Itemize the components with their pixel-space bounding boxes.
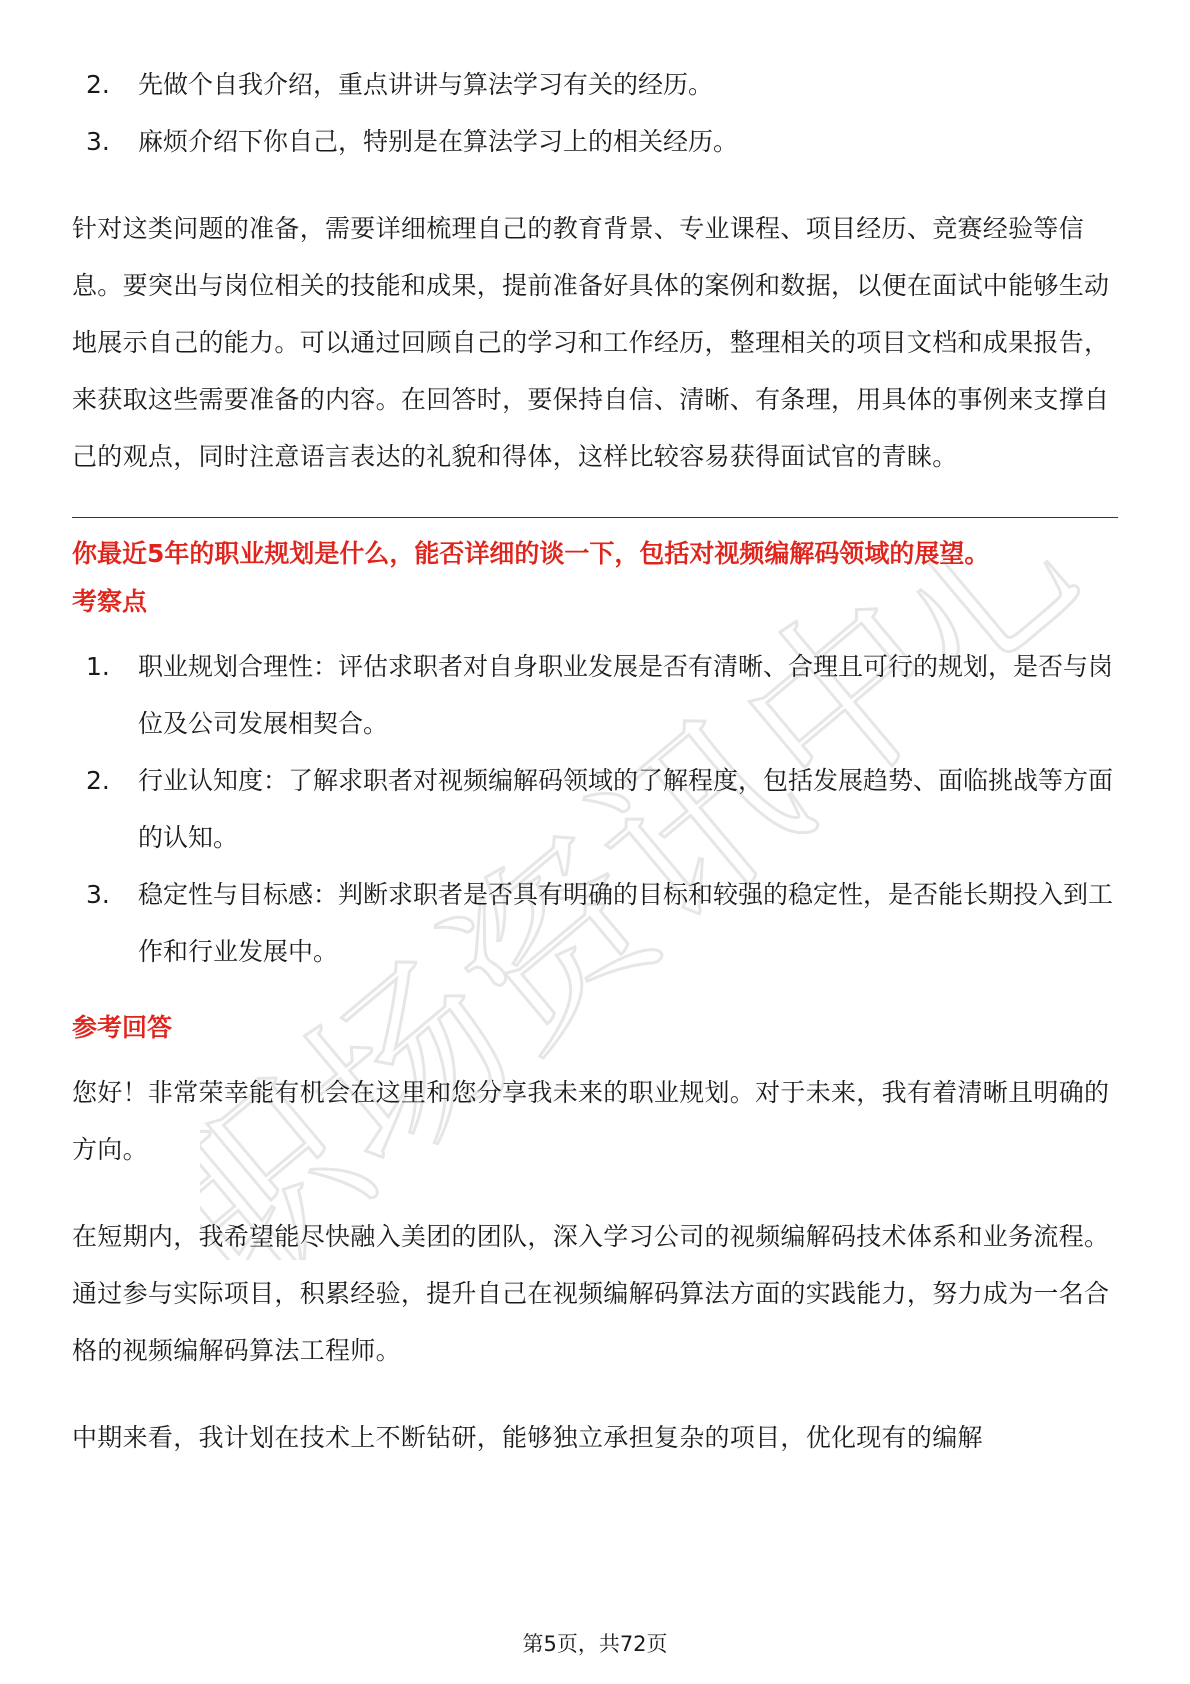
list-number: 1.	[86, 652, 110, 681]
answer-paragraph: 在短期内，我希望能尽快融入美团的团队，深入学习公司的视频编解码技术体系和业务流程。通过参与实际项目，积累经验，提升自己在视频编解码算法方面的实践能力，努力成为一名合格的视频编解码算法工程师。	[72, 1222, 1110, 1365]
document-page	[72, 56, 1118, 1466]
list-item	[72, 56, 1118, 113]
list-number: 2.	[86, 766, 110, 795]
list-number: 3.	[86, 880, 110, 909]
list-item	[72, 866, 1118, 980]
list-text: 麻烦介绍下你自己，特别是在算法学习上的相关经历。	[138, 127, 739, 156]
watermark-text: 职场资讯中心	[200, 560, 1100, 1260]
question-heading: 你最近5年的职业规划是什么，能否详细的谈一下，包括对视频编解码领域的展望。	[72, 539, 990, 568]
list-item	[72, 113, 1118, 170]
page-footer: 第5页，共72页	[522, 1632, 668, 1656]
intro-list	[72, 56, 1118, 170]
list-item	[72, 638, 1118, 752]
list-number: 3.	[86, 127, 110, 156]
list-text: 行业认知度：了解求职者对视频编解码领域的了解程度，包括发展趋势、面临挑战等方面的认知。	[138, 766, 1114, 852]
prep-paragraph: 针对这类问题的准备，需要详细梳理自己的教育背景、专业课程、项目经历、竞赛经验等信息。要突出与岗位相关的技能和成果，提前准备好具体的案例和数据，以便在面试中能够生动地展示自己的能力。可以通过回顾自己的学习和工作经历，整理相关的项目文档和成果报告，来获取这些需要准备的内容。在回答时，要保持自信、清晰、有条理，用具体的事例来支撑自己的观点，同时注意语言表达的礼貌和得体，这样比较容易获得面试官的青睐。	[72, 214, 1110, 471]
answer-paragraph: 中期来看，我计划在技术上不断钻研，能够独立承担复杂的项目，优化现有的编解	[72, 1423, 983, 1452]
list-text: 稳定性与目标感：判断求职者是否具有明确的目标和较强的稳定性，是否能长期投入到工作和行业发展中。	[138, 880, 1114, 966]
list-text: 先做个自我介绍，重点讲讲与算法学习有关的经历。	[138, 70, 714, 99]
answer-title: 参考回答	[72, 1013, 173, 1042]
list-number: 2.	[86, 70, 110, 99]
list-text: 职业规划合理性：评估求职者对自身职业发展是否有清晰、合理且可行的规划，是否与岗位及公司发展相契合。	[138, 652, 1114, 738]
list-item	[72, 752, 1118, 866]
focus-list	[72, 638, 1118, 980]
answer-paragraph: 您好！非常荣幸能有机会在这里和您分享我未来的职业规划。对于未来，我有着清晰且明确的方向。	[72, 1078, 1110, 1164]
section-divider	[72, 517, 1118, 518]
focus-title: 考察点	[72, 587, 148, 616]
